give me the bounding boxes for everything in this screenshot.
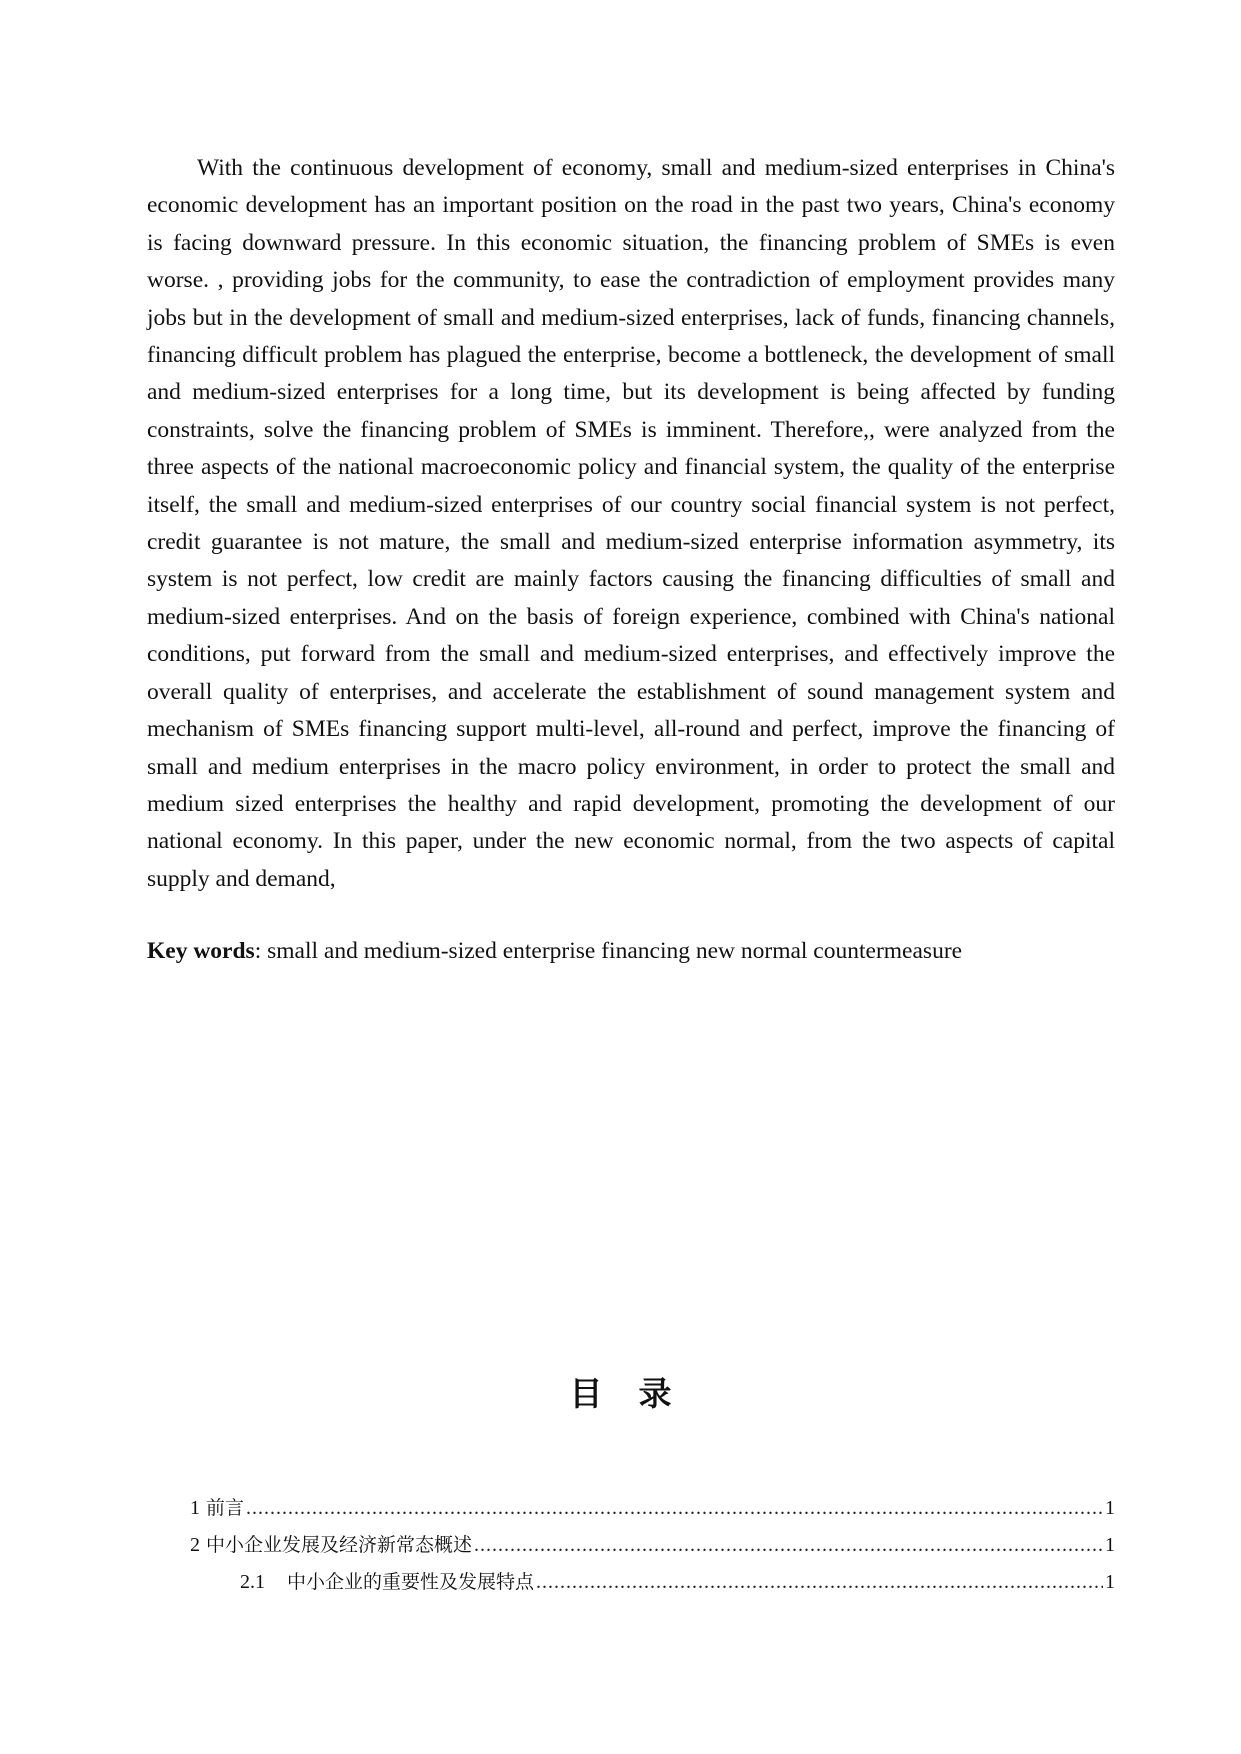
toc-entry-number: 2.1 [240,1571,265,1593]
toc-dot-leader [246,1490,1103,1527]
toc-title: 目录 [569,1374,708,1413]
toc-dot-leader [536,1564,1103,1601]
toc-entry-sme-overview[interactable] [190,1527,1115,1564]
table-of-contents [190,1490,1115,1601]
toc-entry-title: 中小企业的重要性及发展特点 [287,1571,535,1593]
toc-dot-leader [474,1527,1103,1564]
toc-entry-number: 1 [190,1497,200,1519]
toc-entry-preface[interactable] [190,1490,1115,1527]
toc-entry-page: 1 [1105,1497,1115,1519]
toc-entry-title: 前言 [206,1497,245,1519]
keywords-line [147,933,1115,970]
toc-entry-sme-importance[interactable] [190,1564,1115,1601]
toc-entry-title: 中小企业发展及经济新常态概述 [206,1534,473,1556]
toc-entry-page: 1 [1105,1571,1115,1593]
toc-entry-number: 2 [190,1534,200,1556]
keywords-text: small and medium-sized enterprise financing new normal countermeasure [267,938,963,964]
toc-entry-page: 1 [1105,1534,1115,1556]
keywords-label: Key words [147,938,255,964]
keywords-separator: : [254,938,268,964]
abstract-paragraph: With the continuous development of economy, small and medium-sized enterprises in China's economic development has an important position on the road in the past two years, China's economy is facing downward pressure. In this economic situation, the financing problem of SMEs is even worse. , providing jobs for the community, to ease the contradiction of employment provides many jobs but in the development of small and medium-sized enterprises, lack of funds, financing channels, financing difficult problem has plagued the enterprise, become a bottleneck, the development of small and medium-sized enterprises for a long time, but its development is being affected by funding constraints, solve the financing problem of SMEs is imminent. Therefore,, were analyzed from the three aspects of the national macroeconomic policy and financial system, the quality of the enterprise itself, the small and medium-sized enterprises of our country social financial system is not perfect, credit guarantee is not mature, the small and medium-sized enterprise information asymmetry, its system is not perfect, low credit are mainly factors causing the financing difficulties of small and medium-sized enterprises. And on the basis of foreign experience, combined with China's national conditions, put forward from the small and medium-sized enterprises, and effectively improve the overall quality of enterprises, and accelerate the establishment of sound management system and mechanism of SMEs financing support multi-level, all-round and perfect, improve the financing of small and medium enterprises in the macro policy environment, in order to protect the small and medium sized enterprises the healthy and rapid development, promoting the development of our national economy. In this paper, under the new economic normal, from the two aspects of capital supply and demand, [147,155,1115,892]
